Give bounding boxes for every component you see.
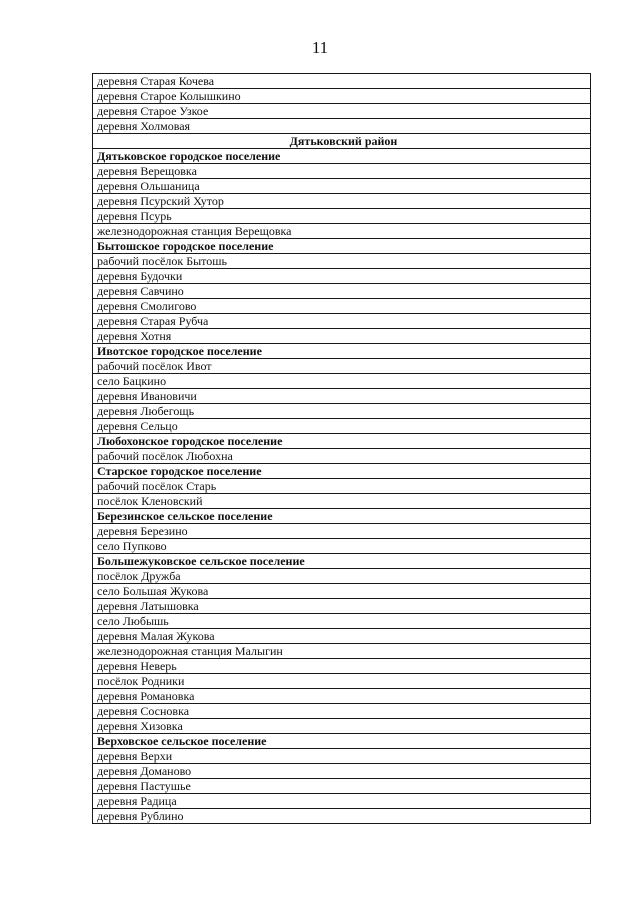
locality-name: деревня Савчино <box>93 284 591 299</box>
locality-name: деревня Старое Колышкино <box>93 89 591 104</box>
locality-row <box>93 209 591 224</box>
locality-name: село Большая Жукова <box>93 584 591 599</box>
settlement-name: Дятьковское городское поселение <box>93 149 591 164</box>
locality-row <box>93 164 591 179</box>
locality-name: деревня Хотня <box>93 329 591 344</box>
locality-row <box>93 599 591 614</box>
locality-name: посёлок Кленовский <box>93 494 591 509</box>
locality-name: деревня Будочки <box>93 269 591 284</box>
locality-name: рабочий посёлок Бытошь <box>93 254 591 269</box>
settlement-header-row <box>93 464 591 479</box>
settlement-header-row <box>93 344 591 359</box>
settlement-name: Большежуковское сельское поселение <box>93 554 591 569</box>
locality-name: деревня Смолигово <box>93 299 591 314</box>
locality-name: деревня Псурский Хутор <box>93 194 591 209</box>
locality-row <box>93 224 591 239</box>
locality-row <box>93 674 591 689</box>
settlement-name: Старское городское поселение <box>93 464 591 479</box>
locality-row <box>93 449 591 464</box>
locality-row <box>93 659 591 674</box>
locality-row <box>93 794 591 809</box>
page-number: 11 <box>311 38 329 57</box>
locality-name: деревня Романовка <box>93 689 591 704</box>
locality-name: деревня Малая Жукова <box>93 629 591 644</box>
locality-row <box>93 584 591 599</box>
locality-row <box>93 494 591 509</box>
settlement-name: Березинское сельское поселение <box>93 509 591 524</box>
locality-row <box>93 779 591 794</box>
locality-name: деревня Старое Узкое <box>93 104 591 119</box>
settlements-table <box>92 73 591 824</box>
settlements-table-body <box>93 74 591 824</box>
locality-name: деревня Латышовка <box>93 599 591 614</box>
locality-row <box>93 764 591 779</box>
locality-name: деревня Старая Рубча <box>93 314 591 329</box>
locality-row <box>93 389 591 404</box>
locality-name: деревня Верхи <box>93 749 591 764</box>
locality-row <box>93 539 591 554</box>
locality-row <box>93 284 591 299</box>
locality-name: деревня Ольшаница <box>93 179 591 194</box>
locality-name: деревня Холмовая <box>93 119 591 134</box>
locality-name: деревня Рублино <box>93 809 591 824</box>
settlement-header-row <box>93 554 591 569</box>
settlement-name: Ивотское городское поселение <box>93 344 591 359</box>
locality-name: деревня Верещовка <box>93 164 591 179</box>
locality-name: железнодорожная станция Малыгин <box>93 644 591 659</box>
district-header-row <box>93 134 591 149</box>
settlement-header-row <box>93 734 591 749</box>
locality-row <box>93 689 591 704</box>
locality-row <box>93 704 591 719</box>
locality-name: деревня Псурь <box>93 209 591 224</box>
locality-row <box>93 359 591 374</box>
settlement-header-row <box>93 434 591 449</box>
locality-name: рабочий посёлок Ивот <box>93 359 591 374</box>
settlement-header-row <box>93 149 591 164</box>
locality-name: село Любышь <box>93 614 591 629</box>
locality-name: посёлок Родники <box>93 674 591 689</box>
locality-name: рабочий посёлок Старь <box>93 479 591 494</box>
locality-name: деревня Сосновка <box>93 704 591 719</box>
locality-name: железнодорожная станция Верещовка <box>93 224 591 239</box>
locality-row <box>93 104 591 119</box>
locality-row <box>93 629 591 644</box>
locality-row <box>93 179 591 194</box>
locality-row <box>93 299 591 314</box>
locality-row <box>93 419 591 434</box>
locality-row <box>93 269 591 284</box>
locality-name: деревня Хизовка <box>93 719 591 734</box>
locality-name: деревня Радица <box>93 794 591 809</box>
locality-row <box>93 404 591 419</box>
locality-row <box>93 644 591 659</box>
locality-row <box>93 194 591 209</box>
settlement-name: Верховское сельское поселение <box>93 734 591 749</box>
locality-row <box>93 479 591 494</box>
locality-row <box>93 524 591 539</box>
locality-row <box>93 329 591 344</box>
locality-name: деревня Любегощь <box>93 404 591 419</box>
locality-row <box>93 119 591 134</box>
locality-row <box>93 569 591 584</box>
district-name: Дятьковский район <box>93 134 591 149</box>
settlement-header-row <box>93 509 591 524</box>
locality-row <box>93 749 591 764</box>
locality-row <box>93 719 591 734</box>
locality-row <box>93 74 591 89</box>
locality-row <box>93 89 591 104</box>
locality-name: деревня Сельцо <box>93 419 591 434</box>
locality-row <box>93 374 591 389</box>
locality-row <box>93 614 591 629</box>
settlement-name: Бытошское городское поселение <box>93 239 591 254</box>
locality-name: село Бацкино <box>93 374 591 389</box>
locality-name: деревня Березино <box>93 524 591 539</box>
locality-name: деревня Старая Кочева <box>93 74 591 89</box>
locality-row <box>93 314 591 329</box>
locality-name: село Пупково <box>93 539 591 554</box>
locality-name: посёлок Дружба <box>93 569 591 584</box>
locality-row <box>93 254 591 269</box>
locality-name: рабочий посёлок Любохна <box>93 449 591 464</box>
locality-name: деревня Ивановичи <box>93 389 591 404</box>
locality-row <box>93 809 591 824</box>
settlement-header-row <box>93 239 591 254</box>
locality-name: деревня Неверь <box>93 659 591 674</box>
locality-name: деревня Пастушье <box>93 779 591 794</box>
settlement-name: Любохонское городское поселение <box>93 434 591 449</box>
locality-name: деревня Доманово <box>93 764 591 779</box>
